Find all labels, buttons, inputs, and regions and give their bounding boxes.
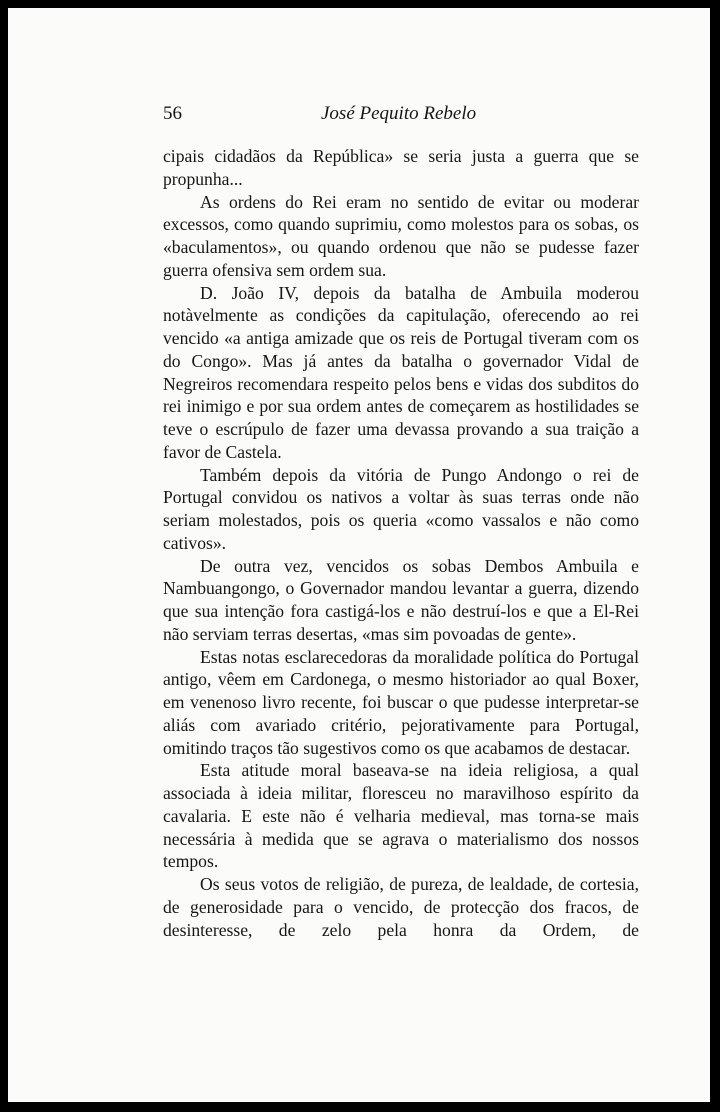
paragraph-1: cipais cidadãos da República» se seria justa a guerra que se propunha... xyxy=(163,146,639,189)
running-head xyxy=(163,103,645,133)
page-number: 56 xyxy=(163,103,182,124)
paragraph-4: Também depois da vitória de Pungo Andongo o rei de Portugal convidou os nativos a voltar às suas terras onde não seriam molestados, pois os queria «como vassalos e não como cativos». xyxy=(163,464,639,553)
book-page xyxy=(8,8,710,1102)
paragraph-2: As ordens do Rei eram no sentido de evitar ou moderar excessos, como quando suprimiu, como molestos para os sobas, os «baculamentos», ou quando ordenou que não se pudesse fazer guerra ofensiva sem ordem sua. xyxy=(163,191,639,280)
body-text xyxy=(163,145,639,941)
running-title: José Pequito Rebelo xyxy=(321,103,477,124)
paragraph-8: Os seus votos de religião, de pureza, de lealdade, de cortesia, de generosidade para o vencido, de protecção dos fracos, de desinteresse, de zelo pela honra da Ordem, de xyxy=(163,874,639,940)
paragraph-5: De outra vez, vencidos os sobas Dembos Ambuila e Nambuangongo, o Governador mandou levantar a guerra, dizendo que sua intenção fora castigá-los e não destruí-los e que a El-Rei não serviam terras desertas, «mas sim povoadas de gente». xyxy=(163,555,639,644)
paragraph-7: Esta atitude moral baseava-se na ideia religiosa, a qual associada à ideia militar, floresceu no maravilhoso espírito da cavalaria. E este não é velharia medieval, mas torna-se mais necessária à medida que se agrava o materialismo dos nossos tempos. xyxy=(163,760,639,872)
paragraph-3: D. João IV, depois da batalha de Ambuila moderou notàvelmente as condições da capitulação, oferecendo ao rei vencido «a antiga amizade que os reis de Portugal tiveram com os do Congo». Mas já antes da batalha o governador Vidal de Negreiros recomendara respeito pelos bens e vidas dos subditos do rei inimigo e por sua ordem antes de começarem as hostilidades se teve o escrúpulo de fazer uma devassa provando a sua traição a favor de Castela. xyxy=(163,282,639,462)
paragraph-6: Estas notas esclarecedoras da moralidade política do Portugal antigo, vêem em Cardonega, o mesmo historiador ao qual Boxer, em venenoso livro recente, foi buscar o que pudesse interpretar-se aliás com avariado critério, pejorativamente para Portugal, omitindo traços tão sugestivos como os que acabamos de destacar. xyxy=(163,646,639,758)
